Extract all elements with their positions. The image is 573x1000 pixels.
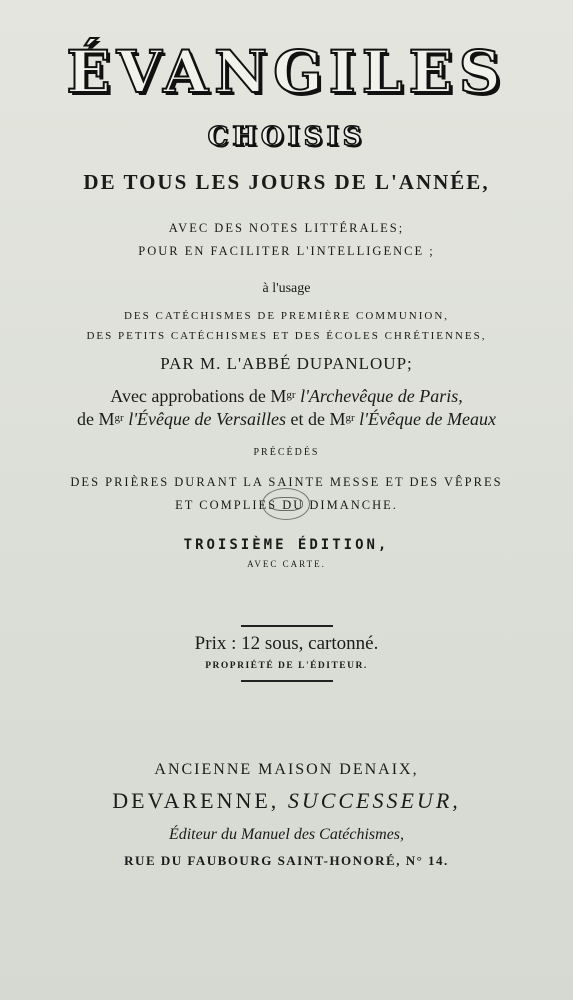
approbation-text: et de M xyxy=(286,409,346,429)
notes-line-1: AVEC DES NOTES LITTÉRALES; xyxy=(168,221,405,235)
approbation-text: de M xyxy=(77,409,115,429)
library-stamp xyxy=(262,488,310,520)
catechismes-line-1: DES CATÉCHISMES DE PREMIÈRE COMMUNION, xyxy=(123,310,450,322)
publisher-maison: ANCIENNE MAISON DENAIX, xyxy=(154,761,419,778)
approbation-sup: gr xyxy=(286,389,296,401)
approbation-line-1 xyxy=(0,386,573,407)
publisher-successeur: SUCCESSEUR, xyxy=(287,788,461,813)
prayers-line-2: ET COMPLIES DU DIMANCHE. xyxy=(175,498,398,512)
approbation-versailles: l'Évêque de Versailles xyxy=(123,409,287,429)
book-title: ÉVANGILES xyxy=(66,38,507,106)
precedes-line: PRÉCÉDÉS xyxy=(253,447,320,458)
approbation-text: Avec approbations de M xyxy=(110,386,287,406)
publisher-editeur: Éditeur du Manuel des Catéchismes, xyxy=(168,826,405,843)
approbation-sup: gr xyxy=(345,412,355,424)
approbation-sup: gr xyxy=(114,412,124,424)
approbation-meaux: l'Évêque de Meaux xyxy=(354,409,496,429)
price-line: Prix : 12 sous, cartonné. xyxy=(194,633,379,654)
days-line: DE TOUS LES JOURS DE L'ANNÉE, xyxy=(83,170,490,194)
catechismes-line-2: DES PETITS CATÉCHISMES ET DES ÉCOLES CHRÉTIENNES, xyxy=(86,330,487,342)
edition-line: TROISIÈME ÉDITION, xyxy=(183,537,390,553)
publisher-name: DEVARENNE, xyxy=(112,788,280,813)
book-subtitle: CHOISIS xyxy=(207,122,366,152)
divider-top xyxy=(241,625,333,627)
approbation-line-2 xyxy=(0,409,573,430)
publisher-name-line xyxy=(0,788,573,814)
divider-bottom xyxy=(241,680,333,682)
prayers-line-1: DES PRIÈRES DURANT LA SAINTE MESSE ET DES VÊPRES xyxy=(70,475,503,489)
publisher-address: RUE DU FAUBOURG SAINT-HONORÉ, N° 14. xyxy=(124,853,449,868)
approbation-archeveque: l'Archevêque de Paris, xyxy=(295,386,463,406)
propriete-line: PROPRIÉTÉ DE L'ÉDITEUR. xyxy=(205,661,368,671)
author-line: PAR M. L'ABBÉ DUPANLOUP; xyxy=(160,354,413,373)
carte-line: AVEC CARTE. xyxy=(247,559,326,569)
usage-line: à l'usage xyxy=(262,281,311,296)
notes-line-2: POUR EN FACILITER L'INTELLIGENCE ; xyxy=(138,244,435,258)
